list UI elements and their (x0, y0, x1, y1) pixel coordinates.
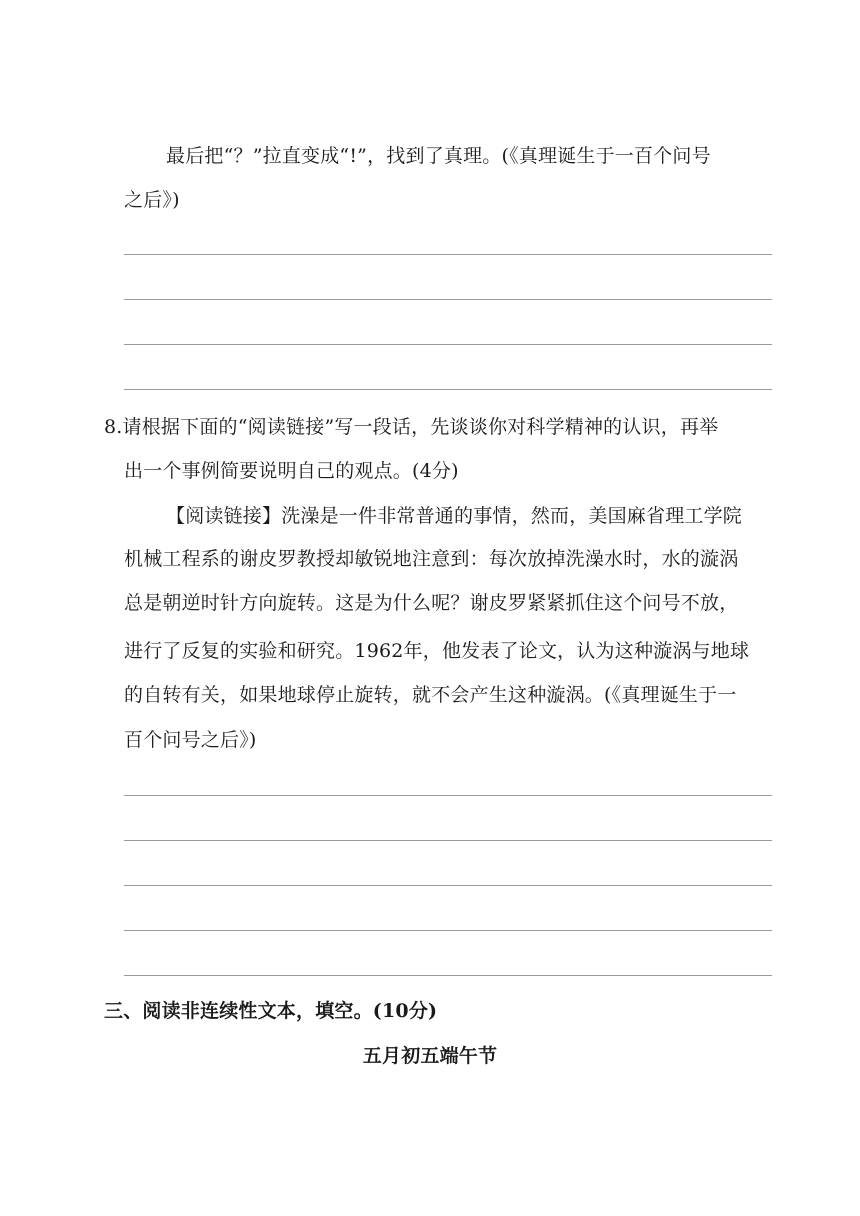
answer-line-7-3[interactable] (124, 344, 772, 345)
article-title: 五月初五端午节 (362, 1045, 498, 1067)
answer-line-8-4[interactable] (124, 930, 772, 931)
answer-line-8-2[interactable] (124, 840, 772, 841)
quote-tail-line-1: 最后把“？”拉直变成“!”，找到了真理。(《真理诞生于一百个问号 (166, 145, 711, 167)
reading-link-line-2: 机械工程系的谢皮罗教授却敏锐地注意到：每次放掉洗澡水时，水的漩涡 (124, 548, 739, 570)
reading-link-line-4: 进行了反复的实验和研究。1962年，他发表了论文，认为这种漩涡与地球 (124, 640, 750, 662)
quote-tail-line-2: 之后》) (124, 189, 180, 211)
reading-link-line-1: 【阅读链接】洗澡是一件非常普通的事情，然而，美国麻省理工学院 (166, 505, 743, 527)
answer-line-7-2[interactable] (124, 299, 772, 300)
question-8-line-2: 出一个事例简要说明自己的观点。(4分) (124, 460, 459, 482)
answer-line-8-5[interactable] (124, 975, 772, 976)
answer-line-7-1[interactable] (124, 254, 772, 255)
section-3-heading: 三、阅读非连续性文本，填空。(10分) (104, 1000, 438, 1022)
reading-link-line-5: 的自转有关，如果地球停止旋转，就不会产生这种漩涡。(《真理诞生于一 (124, 684, 737, 706)
reading-link-line-6: 百个问号之后》) (124, 729, 257, 751)
answer-line-8-3[interactable] (124, 885, 772, 886)
answer-line-7-4[interactable] (124, 389, 772, 390)
answer-line-8-1[interactable] (124, 795, 772, 796)
reading-link-line-3: 总是朝逆时针方向旋转。这是为什么呢？谢皮罗紧紧抓住这个问号不放， (124, 592, 739, 614)
question-8-line-1: 8.请根据下面的“阅读链接”写一段话，先谈谈你对科学精神的认识，再举 (104, 416, 719, 438)
